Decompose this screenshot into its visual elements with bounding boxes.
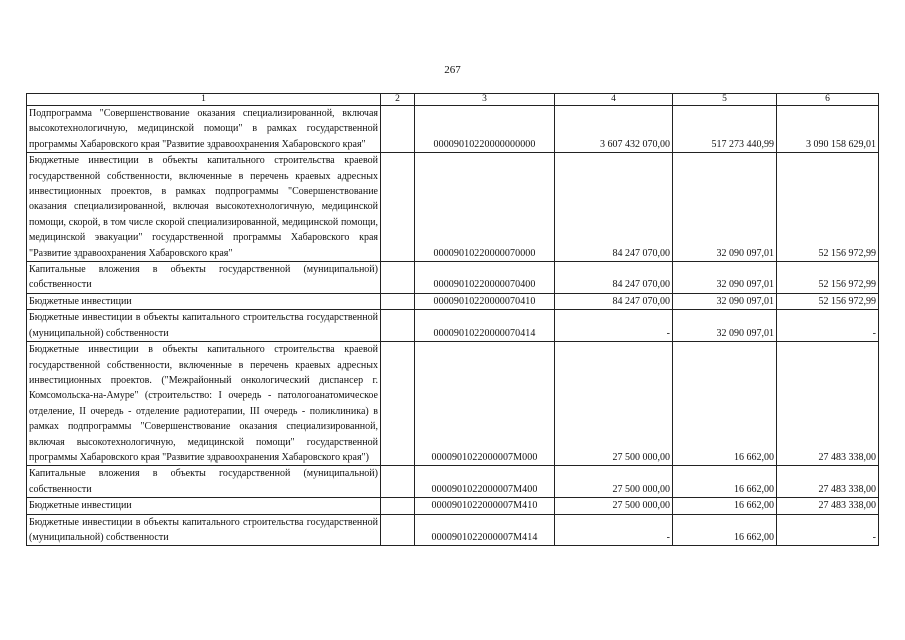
row-value-4: 84 247 070,00 [555, 293, 673, 309]
row-name: Бюджетные инвестиции в объекты капитального строительства краевой государственной собственности, включенные в перечень краевых адресных инвестиционных проектов, в рамках подпрограммы "Совершенствование оказания специализированной, включая высокотехнологичную, медицинской помощи, скорой, в том числе скорой специализированной, медицинской помощи, медицинской эвакуации" государственной программы Хабаровского края "Развитие здравоохранения Хабаровского края" [27, 153, 381, 262]
row-col2 [381, 293, 415, 309]
row-value-6: 27 483 338,00 [777, 342, 879, 466]
row-col2 [381, 310, 415, 342]
table-row [27, 466, 879, 498]
column-header-5: 5 [673, 94, 777, 106]
row-code: 00009010220000000000 [415, 106, 555, 153]
row-value-5: 16 662,00 [673, 466, 777, 498]
row-name: Бюджетные инвестиции в объекты капитального строительства государственной (муниципальной) собственности [27, 310, 381, 342]
row-col2 [381, 498, 415, 514]
row-value-5: 32 090 097,01 [673, 293, 777, 309]
row-value-6: 52 156 972,99 [777, 293, 879, 309]
row-value-4: - [555, 514, 673, 546]
row-value-5: 16 662,00 [673, 514, 777, 546]
row-value-4: 27 500 000,00 [555, 498, 673, 514]
column-header-1: 1 [27, 94, 381, 106]
table-row [27, 514, 879, 546]
row-name: Бюджетные инвестиции в объекты капитального строительства краевой государственной собственности, включенные в перечень краевых адресных инвестиционных проектов. ("Межрайонный онкологический диспансер г. Комсомольска-на-Амуре" (строительство: I очередь - патологоанатомическое отделение, II очередь - отделение радиотерапии, III очередь - поликлиника) в рамках подпрограммы "Совершенствование оказания специализированной, включая высокотехнологичную, медицинской помощи" государственной программы Хабаровского края "Развитие здравоохранения Хабаровского края") [27, 342, 381, 466]
row-name: Бюджетные инвестиции [27, 293, 381, 309]
row-col2 [381, 514, 415, 546]
row-col2 [381, 466, 415, 498]
table-row [27, 153, 879, 262]
row-name: Бюджетные инвестиции [27, 498, 381, 514]
row-code: 00009010220000070400 [415, 262, 555, 294]
column-header-2: 2 [381, 94, 415, 106]
row-code: 0000901022000007М400 [415, 466, 555, 498]
row-value-4: 27 500 000,00 [555, 342, 673, 466]
row-value-4: 27 500 000,00 [555, 466, 673, 498]
table-header-row [27, 94, 879, 106]
budget-table [26, 93, 879, 546]
row-code: 0000901022000007М414 [415, 514, 555, 546]
row-code: 0000901022000007М000 [415, 342, 555, 466]
row-value-4: 84 247 070,00 [555, 262, 673, 294]
row-value-4: 84 247 070,00 [555, 153, 673, 262]
row-value-6: - [777, 514, 879, 546]
table-row [27, 262, 879, 294]
row-value-6: 52 156 972,99 [777, 262, 879, 294]
row-col2 [381, 106, 415, 153]
row-col2 [381, 342, 415, 466]
table-row [27, 342, 879, 466]
row-name: Бюджетные инвестиции в объекты капитального строительства государственной (муниципальной) собственности [27, 514, 381, 546]
row-value-5: 16 662,00 [673, 498, 777, 514]
table-row [27, 498, 879, 514]
row-value-5: 16 662,00 [673, 342, 777, 466]
row-code: 00009010220000070410 [415, 293, 555, 309]
table-row [27, 310, 879, 342]
column-header-4: 4 [555, 94, 673, 106]
row-value-5: 32 090 097,01 [673, 153, 777, 262]
row-value-6: 3 090 158 629,01 [777, 106, 879, 153]
row-value-6: 27 483 338,00 [777, 466, 879, 498]
row-code: 00009010220000070414 [415, 310, 555, 342]
column-header-6: 6 [777, 94, 879, 106]
row-value-5: 517 273 440,99 [673, 106, 777, 153]
row-col2 [381, 262, 415, 294]
row-value-6: 27 483 338,00 [777, 498, 879, 514]
table-row [27, 106, 879, 153]
row-value-5: 32 090 097,01 [673, 262, 777, 294]
row-value-6: - [777, 310, 879, 342]
row-name: Капитальные вложения в объекты государственной (муниципальной) собственности [27, 262, 381, 294]
row-value-4: - [555, 310, 673, 342]
table-row [27, 293, 879, 309]
row-value-4: 3 607 432 070,00 [555, 106, 673, 153]
row-code: 0000901022000007М410 [415, 498, 555, 514]
row-value-6: 52 156 972,99 [777, 153, 879, 262]
row-value-5: 32 090 097,01 [673, 310, 777, 342]
row-name: Подпрограмма "Совершенствование оказания специализированной, включая высокотехнологичную, медицинской помощи" в рамках государственной программы Хабаровского края "Развитие здравоохранения Хабаровского края" [27, 106, 381, 153]
column-header-3: 3 [415, 94, 555, 106]
row-code: 00009010220000070000 [415, 153, 555, 262]
row-col2 [381, 153, 415, 262]
row-name: Капитальные вложения в объекты государственной (муниципальной) собственности [27, 466, 381, 498]
page-number: 267 [444, 64, 461, 76]
